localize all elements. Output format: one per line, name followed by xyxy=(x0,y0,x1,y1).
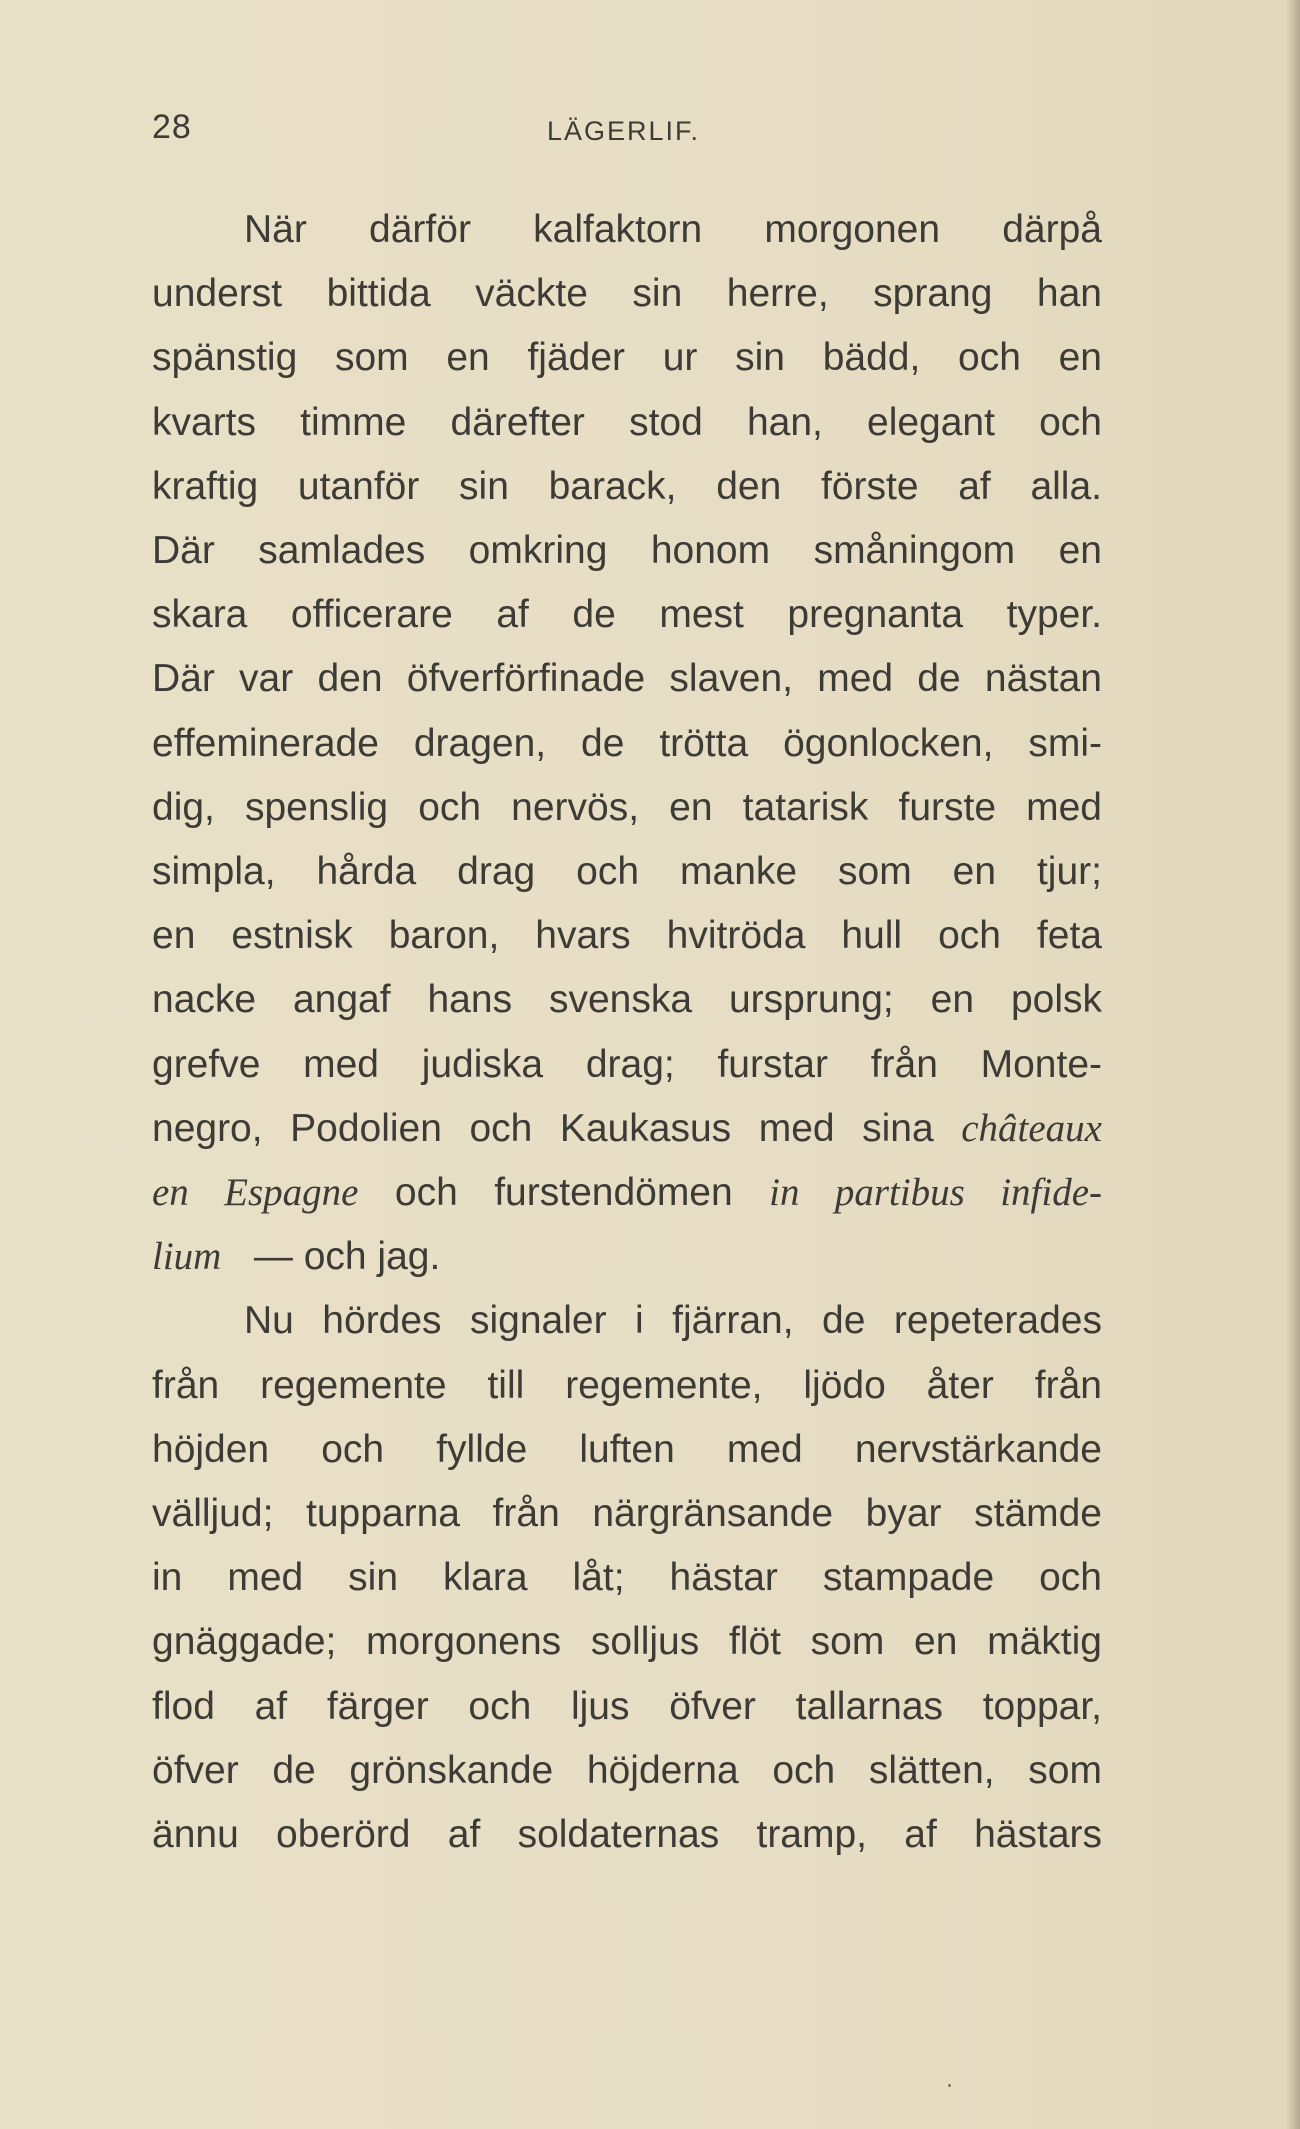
page-header xyxy=(152,108,1102,148)
text-line xyxy=(152,1161,1102,1225)
text-line: kraftig utanför sin barack, den förste af alla. xyxy=(152,464,1102,508)
text-line: välljud; tupparna från närgränsande byar stämde xyxy=(152,1492,1102,1536)
paragraph-1 xyxy=(152,198,1102,1289)
body-text xyxy=(152,198,1102,1867)
text-line: en estnisk baron, hvars hvitröda hull och feta xyxy=(152,914,1102,958)
text-line xyxy=(152,1097,1102,1161)
text-line: Där var den öfverförfinade slaven, med de nästan xyxy=(152,657,1102,701)
text-line: kvarts timme därefter stod han, elegant och xyxy=(152,400,1102,444)
italic-text: en Espagne xyxy=(152,1171,359,1215)
italic-text: in partibus infide- xyxy=(769,1171,1102,1215)
text-line: nacke angaf hans svenska ursprung; en polsk xyxy=(152,978,1102,1022)
text-line: När därför kalfaktorn morgonen därpå xyxy=(244,208,1102,251)
text-line: öfver de grönskande höjderna och slätten, som xyxy=(152,1748,1102,1792)
text-line xyxy=(152,1225,1102,1289)
page-edge-shadow xyxy=(1286,0,1300,2129)
text-line: in med sin klara låt; hästar stampade och xyxy=(152,1556,1102,1600)
running-title: LÄGERLIF. xyxy=(547,116,701,146)
text-fragment: — och jag. xyxy=(253,1235,441,1279)
text-line: grefve med judiska drag; furstar från Monte- xyxy=(152,1042,1102,1086)
page-number: 28 xyxy=(152,108,192,146)
text-line: underst bittida väckte sin herre, sprang han xyxy=(152,272,1102,316)
paper-speck xyxy=(948,2084,951,2087)
paragraph-2 xyxy=(152,1289,1102,1867)
italic-text: lium xyxy=(152,1235,222,1279)
italic-text: châteaux xyxy=(961,1106,1102,1150)
text-line: gnäggade; morgonens solljus flöt som en mäktig xyxy=(152,1620,1102,1664)
text-line: flod af färger och ljus öfver tallarnas toppar, xyxy=(152,1684,1102,1728)
text-line: ännu oberörd af soldaternas tramp, af hästars xyxy=(152,1813,1102,1857)
text-line: skara officerare af de mest pregnanta typer. xyxy=(152,593,1102,637)
text-fragment: och furstendömen xyxy=(394,1171,733,1215)
text-line: från regemente till regemente, ljödo åter från xyxy=(152,1363,1102,1407)
text-line: spänstig som en fjäder ur sin bädd, och en xyxy=(152,336,1102,380)
text-line: simpla, hårda drag och manke som en tjur; xyxy=(152,850,1102,894)
text-line: effeminerade dragen, de trötta ögonlocken, smi- xyxy=(152,721,1102,765)
text-fragment: negro, Podolien och Kaukasus med sina xyxy=(152,1106,934,1150)
text-line: Nu hördes signaler i fjärran, de repeterades xyxy=(244,1299,1102,1343)
text-line: höjden och fyllde luften med nervstärkande xyxy=(152,1427,1102,1471)
text-line: dig, spenslig och nervös, en tatarisk furste med xyxy=(152,785,1102,829)
text-line: Där samlades omkring honom småningom en xyxy=(152,529,1102,573)
